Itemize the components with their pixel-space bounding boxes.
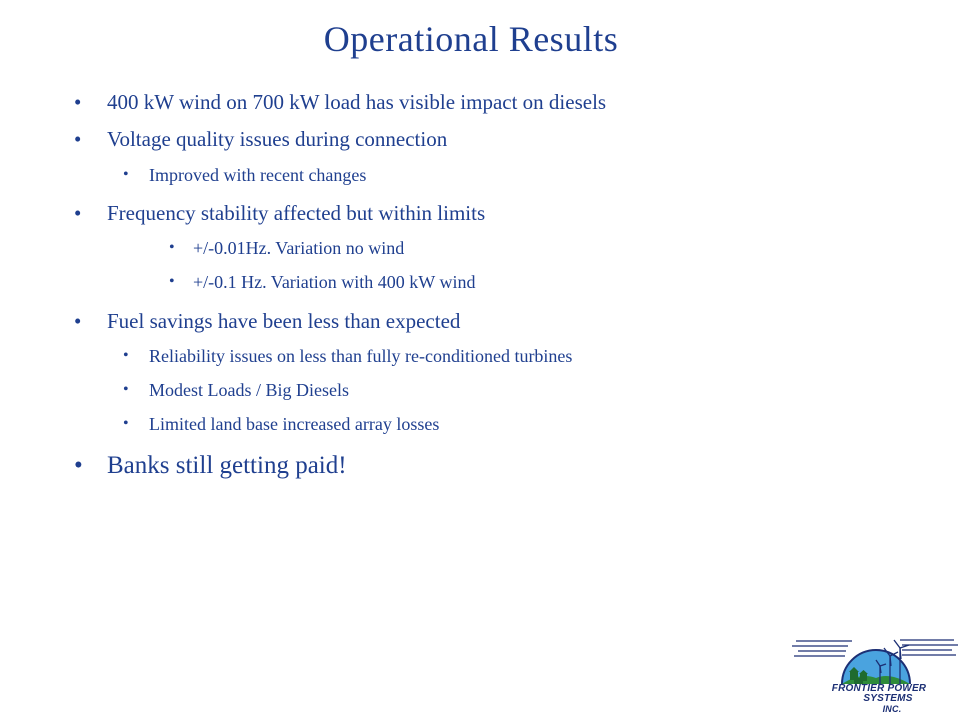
bullet-text: +/-0.1 Hz. Variation with 400 kW wind [193, 272, 476, 292]
bullet-glyph: • [169, 273, 175, 290]
bullet-item [74, 201, 486, 226]
bullet-item [74, 127, 448, 152]
bullet-text: Reliability issues on less than fully re-conditioned turbines [149, 346, 573, 366]
bullet-glyph: • [123, 347, 129, 364]
slide-title: Operational Results [323, 19, 619, 59]
bullet-glyph: • [123, 415, 129, 432]
bullet-glyph: • [169, 239, 175, 256]
bullet-item [74, 90, 607, 115]
logo-wordmark [824, 684, 934, 714]
bullet-item [123, 346, 573, 367]
bullet-item [169, 272, 476, 293]
bullet-glyph: • [74, 127, 82, 151]
bullet-text: Banks still getting paid! [107, 452, 347, 479]
logo-line-1: FRONTIER POWER [831, 683, 927, 694]
bullet-item [123, 165, 367, 186]
bullet-glyph: • [74, 309, 82, 333]
bullet-glyph: • [74, 452, 83, 479]
bullet-text: Improved with recent changes [149, 165, 367, 185]
bullet-glyph: • [74, 90, 82, 114]
bullet-text: Fuel savings have been less than expected [107, 309, 461, 333]
bullet-item [169, 238, 405, 259]
bullet-glyph: • [123, 381, 129, 398]
logo-line-3: INC. [882, 704, 902, 714]
bullet-text: +/-0.01Hz. Variation no wind [193, 238, 405, 258]
logo-line-2: SYSTEMS [863, 693, 913, 704]
bullet-glyph: • [74, 201, 82, 225]
bullet-item [123, 380, 349, 401]
bullet-item [123, 414, 440, 435]
bullet-text: Frequency stability affected but within limits [107, 201, 486, 225]
bullet-text: 400 kW wind on 700 kW load has visible impact on diesels [107, 90, 607, 114]
bullet-item [74, 309, 461, 334]
bullet-text: Voltage quality issues during connection [107, 127, 448, 151]
bullet-text: Modest Loads / Big Diesels [149, 380, 349, 400]
bullet-item [74, 452, 347, 480]
bullet-text: Limited land base increased array losses [149, 414, 440, 434]
bullet-glyph: • [123, 166, 129, 183]
